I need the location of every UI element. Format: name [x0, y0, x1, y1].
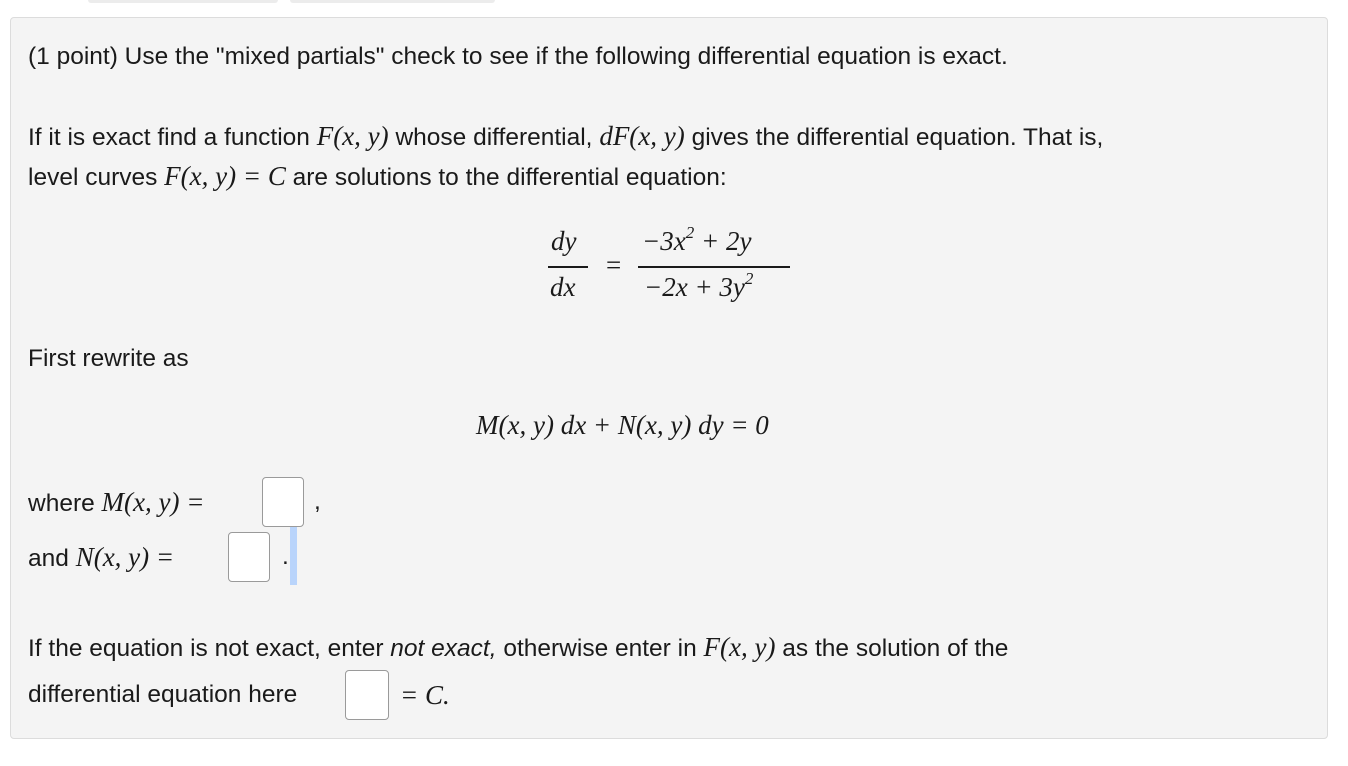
line3-text-b: are solutions to the differential equation: — [285, 164, 727, 191]
math-M: M(x, y) = — [101, 487, 205, 517]
problem-line-3 — [28, 161, 727, 193]
final-line-2 — [28, 668, 450, 722]
problem-intro: (1 point) Use the "mixed partials" check to see if the following differential equation is exact. — [28, 43, 1008, 70]
answer-M-input[interactable] — [262, 477, 304, 527]
line2-text-b: whose differential, — [388, 124, 600, 151]
M-line — [28, 475, 321, 529]
and-label: and — [28, 545, 76, 572]
text-cursor-highlight — [290, 527, 297, 585]
line2-text-c: gives the differential equation. That is, — [684, 124, 1104, 151]
final-line2-text: differential equation here — [28, 681, 298, 708]
answer-F-input[interactable] — [345, 670, 389, 720]
problem-line-2 — [28, 121, 1103, 153]
ode-display — [540, 222, 800, 312]
rewrite-equation: M(x, y) dx + N(x, y) dy = 0 — [476, 410, 769, 440]
N-period: . — [282, 543, 289, 570]
line3-text-a: level curves — [28, 164, 165, 191]
top-tab-left — [88, 0, 278, 3]
top-tab-right — [290, 0, 495, 3]
math-dF: dF(x, y) — [599, 121, 685, 151]
line2-text-a: If it is exact find a function — [28, 124, 317, 151]
math-F: F(x, y) — [316, 121, 389, 151]
final-text-b: otherwise enter in — [496, 635, 704, 662]
final-not-exact: not exact, — [390, 635, 497, 662]
math-N: N(x, y) = — [75, 542, 175, 572]
first-rewrite-label: First rewrite as — [28, 345, 189, 372]
ode-lhs-denominator: dx — [550, 272, 576, 302]
ode-lhs-numerator: dy — [551, 226, 577, 256]
final-text-b2: as the solution of the — [775, 635, 1009, 662]
M-comma: , — [314, 488, 321, 515]
N-line — [28, 530, 289, 584]
ode-rhs-numerator: $-3x^2 + 2y$ — [642, 223, 752, 256]
final-line-1 — [28, 632, 1008, 664]
answer-N-input[interactable] — [228, 532, 270, 582]
math-equals-C: = C. — [400, 680, 450, 710]
math-F-final: F(x, y) — [703, 632, 776, 662]
ode-rhs-denominator: $-2x + 3y^2$ — [644, 269, 754, 302]
ode-lhs-fraction-bar — [548, 266, 588, 268]
math-level-curve: F(x, y) = C — [164, 161, 286, 191]
ode-rhs-fraction-bar — [638, 266, 790, 268]
where-label: where — [28, 490, 102, 517]
final-text-a: If the equation is not exact, enter — [28, 635, 391, 662]
ode-equals: = — [606, 250, 622, 280]
